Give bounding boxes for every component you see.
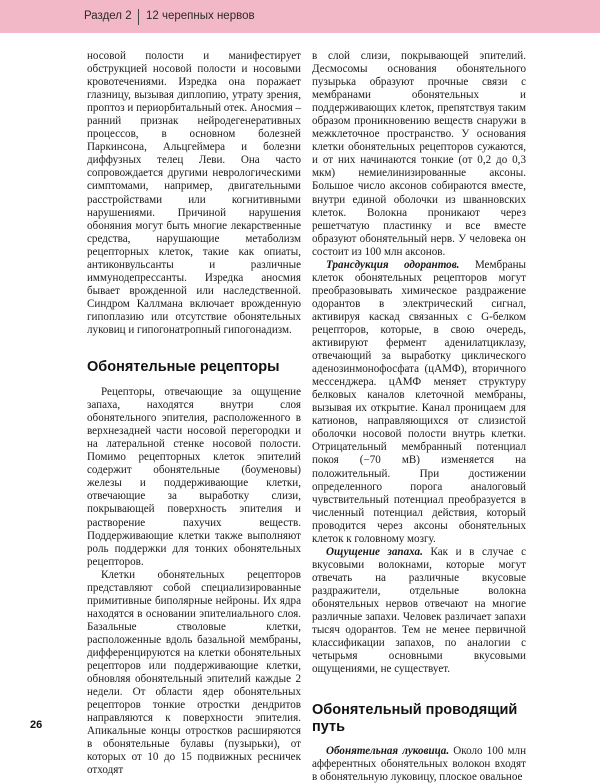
paragraph-smell-sensation: [312, 546, 526, 676]
section-label: Раздел 2: [84, 10, 132, 22]
lead-olfactory-bulb: Обонятельная луковица.: [326, 745, 450, 758]
header-divider: [138, 9, 139, 25]
running-header: [0, 0, 600, 33]
page-number: 26: [30, 719, 43, 731]
paragraph-desmosomes: в слой слизи, покрывающей эпителий. Десмосомы основания обонятельного пузырька образуют прочные связи с мембранами обонятельных и поддерживающих клеток, препятствуя таким образом проникновению веществ снаружи в межклеточное пространство. У основания клетки обонятельных рецепторов сужаются, и от них начинаются тонкие (от 0,2 до 0,3 мкм) немиелинизированные аксоны. Большое число аксонов собираются вместе, внутри единой оболочки из шванновских клеток. Волокна проникают через решетчатую пластинку и все вместе образуют обонятельный нерв. У человека он состоит из 100 млн аксонов.: [312, 50, 526, 258]
text-transduction: Мембраны клеток обонятельных рецепторов могут преобразовывать химическое раздражение одорантов в электрический сигнал, активируя каскад связанных с G-белком рецепторов, которые, в свою очередь, активируют фермент аденилатциклазу, отвечающий за выработку циклического аденозинмонофосфата (цАМФ), вторичного мессенджера. цАМФ меняет структуру белковых каналов клеточной мембраны, вызывая их открытие. Канал проницаем для катионов, направляющихся от слизистой оболочки носовой полости внутрь клетки. Отрицательный мембранный потенциал покоя (−70 мВ) изменяется на положительный. При достижении определенного порога аналоговый чувствительный потенциал преобразуется в численный потенциал действия, который проводится через аксоны обонятельных клеток к головному мозгу.: [312, 258, 526, 545]
paragraph-receptor-cells: Клетки обонятельных рецепторов представляют собой специализированные примитивные биполярные нейроны. Их ядра находятся в основании эпителиального слоя. Базальные стволовые клетки, расположенные вдоль базальной мембраны, дифференцируются на клетки обонятельных рецепторов или поддерживающие клетки, обновляя обонятельный эпителий каждые 2 недели. От области ядер обонятельных рецепторов тонкие отростки дендритов направляются к поверхности эпителия. Апикальные концы отростков расширяются в обонятельные булавы (пузырьки), от которых от 10 до 15 подвижных ресничек отходят: [87, 568, 301, 777]
lead-transduction: Трансдукция одорантов.: [326, 258, 460, 271]
text-smell-sensation: Как и в случае с вкусовыми волокнами, которые могут отвечать на различные вкусовые раздражители, отдельные волокна обонятельных нервов отвечают на многие различные запахи. Человек различает запахи тысяч одорантов. Тем не менее первичной классификации запахов, по аналогии с четырьмя основными вкусовыми ощущениями, не существует.: [312, 545, 526, 676]
paragraph-anosmia: носовой полости и манифестирует обструкцией носовой полости и носовыми кровотечениями. Изредка она поражает глазницу, вызывая диплопию, утрату зрения, проптоз и периорбитальный отек. Аносмия – ранний признак нейродегенеративных процессов, в основном болезней Паркинсона, Альцгеймера и болезни диффузных телец Леви. Она часто сопровождается другими неврологическими симптомами, например, двигательными расстройствами или когнитивными нарушениями. Причиной нарушения обоняния могут быть многие лекарственные средства, нарушающие метаболизм рецепторных клеток, такие как опиаты, антиконвульсанты и различные иммунодепрессанты. Изредка аносмия бывает врожденной или наследственной. Синдром Каллмана включает врожденную гипоплазию или отсутствие обонятельных луковиц и гипогонатропный гипогонадизм.: [87, 50, 301, 336]
paragraph-receptors: Рецепторы, отвечающие за ощущение запаха, находятся внутри слоя обонятельного эпителия, расположенного в верхнезадней части носовой перегородки и на латеральной стенке носовой полости. Помимо рецепторных клеток эпителий содержит обонятельные (боуменовы) железы и поддерживающие клетки, отвечающие за выработку слизи, покрывающей поверхность эпителия и растворение пахучих веществ. Поддерживающие клетки также выполняют роль поддержки для тонких обонятельных рецепторов.: [87, 386, 301, 568]
paragraph-transduction: [312, 259, 526, 546]
left-column: [87, 50, 301, 777]
text-olfactory-bulb: Около 100 млн афферентных обонятельных волокон входят в обонятельную луковицу, плоское овальное: [312, 745, 527, 784]
paragraph-olfactory-bulb: [312, 745, 526, 784]
lead-smell-sensation: Ощущение запаха.: [326, 545, 423, 558]
right-column: [312, 50, 526, 784]
chapter-title: 12 черепных нервов: [146, 10, 255, 22]
heading-olfactory-pathway: Обонятельный проводящий путь: [312, 702, 518, 736]
heading-olfactory-receptors: Обонятельные рецепторы: [87, 359, 280, 376]
